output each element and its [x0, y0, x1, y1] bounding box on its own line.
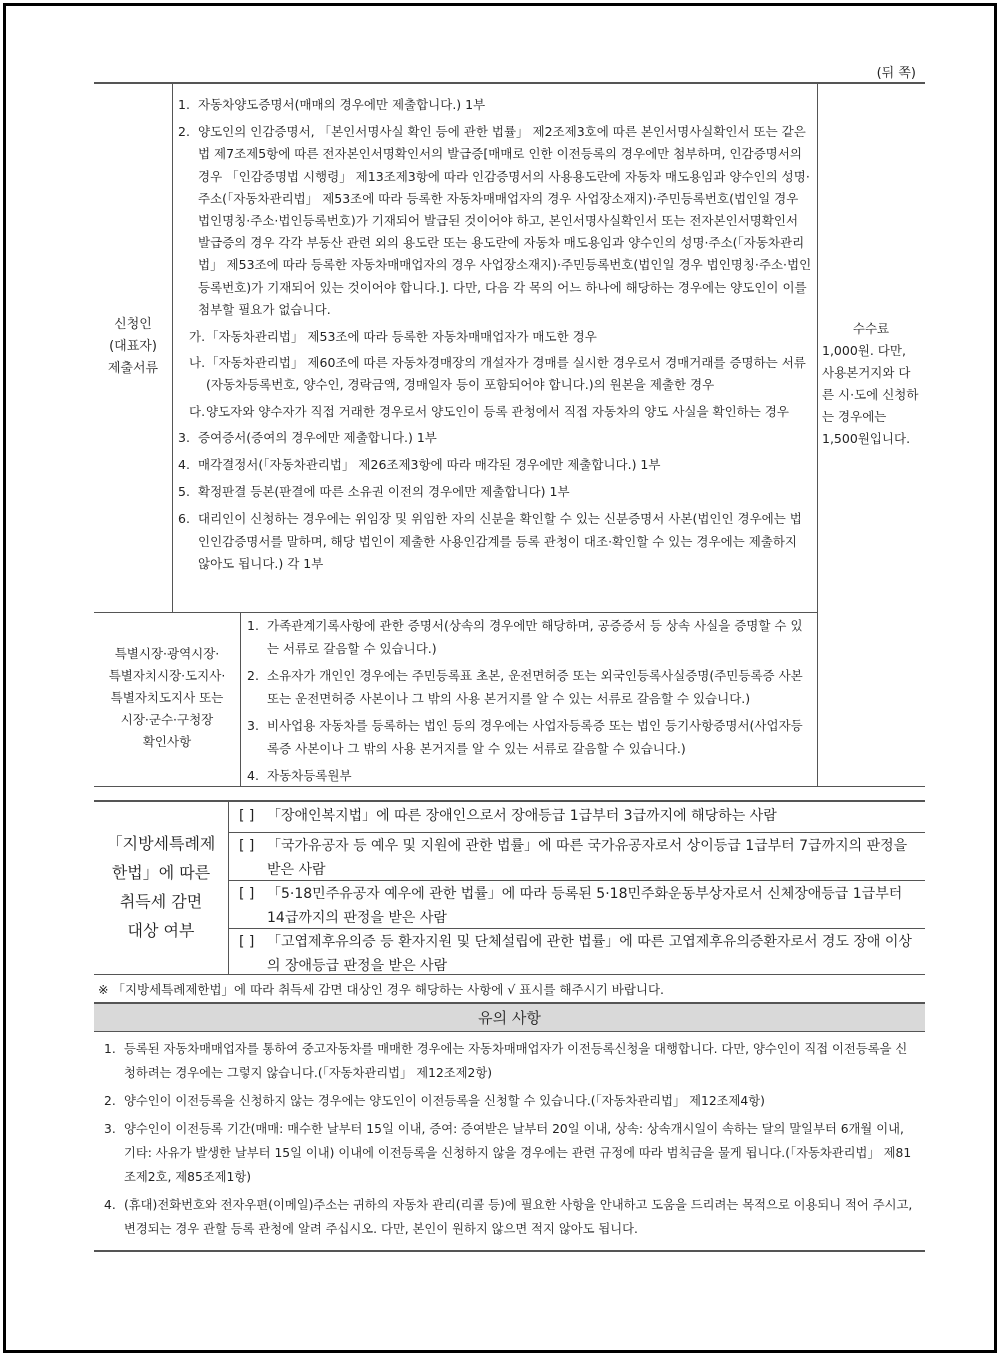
item-number: 3. — [178, 429, 190, 445]
item-number: 2. — [104, 1094, 116, 1108]
item-text: 가족관계기록사항에 관한 증명서(상속의 경우에만 해당하며, 공증증서 등 상속 사실을 증명할 수 있는 서류로 갈음할 수 있습니다.) — [267, 618, 803, 656]
fee-cell — [822, 318, 920, 450]
item-number: 4. — [104, 1198, 116, 1212]
item-text: (휴대)전화번호와 전자우편(이메일)주소는 귀하의 자동차 관리(리콜 등)에 필요한 사항을 안내하고 도움을 드리려는 목적으로 이용되니 적어 주시고, 변경되는 경우 관할 등록 관청에 알려 주십시오. 다만, 본인이 원하지 않으면 적지 않아도 됩니다. — [124, 1198, 913, 1236]
applicant-label-line: 신청인 — [114, 317, 152, 332]
applicant-label-line: (대표자) — [109, 339, 157, 354]
tax-note: ※ 「지방세특례제한법」에 따라 취득세 감면 대상인 경우 해당하는 사항에 √ 표시를 해주시기 바랍니다. — [98, 982, 665, 997]
fee-text: 1,000원. 다만, 사용본거지와 다른 시·도에 신청하는 경우에는 1,500원입니다. — [822, 343, 919, 446]
tax-option-row[interactable] — [229, 882, 919, 930]
document-item — [172, 94, 812, 116]
item-text: 「자동차관리법」 제53조에 따라 등록한 자동차매매업자가 매도한 경우 — [206, 329, 597, 345]
item-text: 양수인이 이전등록을 신청하지 않는 경우에는 양도인이 이전등록을 신청할 수 있습니다.(「자동차관리법」 제12조제4항) — [124, 1094, 765, 1108]
tax-option-text: 「장애인복지법」에 따른 장애인으로서 장애등급 1급부터 3급까지에 해당하는 사람 — [267, 808, 777, 824]
item-number: 4. — [247, 768, 259, 783]
page-bottom-rule — [94, 1250, 925, 1252]
item-text: 대리인이 신청하는 경우에는 위임장 및 위임한 자의 신분을 확인할 수 있는 신분증명서 사본(법인인 경우에는 법인인감증명서를 말하며, 해당 법인이 제출한 사용인감계를 등록 관청이 대조·확인할 수 있는 경우에는 제출하지 않아도 됩니다.) 각 1부 — [198, 511, 802, 571]
document-item — [172, 427, 812, 449]
tax-label-line: 「지방세특례제 — [106, 834, 216, 853]
tax-option-row[interactable] — [229, 804, 919, 828]
item-text: 양수인이 이전등록 기간(매매: 매수한 날부터 15일 이내, 증여: 증여받은 날부터 20일 이내, 상속: 상속개시일이 속하는 달의 말일부터 6개월 이내, 기타: 사유가 발생한 날부터 15일 이내) 이내에 이전등록을 신청하지 않을 경우에는 관련 규정에 따라 범칙금을 물게 됩니다.(「자동차관리법」 제81조제2호, 제85조제1항) — [124, 1122, 912, 1184]
caution-title: 유의 사항 — [94, 1002, 925, 1032]
item-number: 4. — [178, 457, 190, 473]
item-text: 양도자와 양수자가 직접 거래한 경우로서 양도인이 등록 관청에서 직접 자동차의 양도 사실을 확인하는 경우 — [206, 403, 789, 419]
applicant-document-list — [172, 94, 812, 580]
item-text: 등록된 자동차매매업자를 통하여 중고자동차를 매매한 경우에는 자동차매매업자가 이전등록신청을 대행합니다. 다만, 양수인이 직접 이전등록을 신청하려는 경우에는 그렇지 않습니다.(「자동차관리법」 제12조제2항) — [124, 1042, 908, 1080]
item-text: 비사업용 자동차를 등록하는 법인 등의 경우에는 사업자등록증 또는 법인 등기사항증명서(사업자등록증 사본이나 그 밖의 사용 본거지를 알 수 있는 서류로 갈음할 수 있습니다.) — [267, 718, 803, 756]
applicant-label — [94, 314, 172, 380]
item-text: 소유자가 개인인 경우에는 주민등록표 초본, 운전면허증 또는 외국인등록사실증명(주민등록증 사본또는 운전면허증 사본이나 그 밖의 사용 본거지를 알 수 있는 서류로 갈음할 수 있습니다.) — [267, 668, 803, 706]
document-item — [172, 508, 812, 575]
item-text: 확정판결 등본(판결에 따른 소유권 이전의 경우에만 제출합니다) 1부 — [198, 484, 570, 500]
document-subitem — [172, 401, 812, 423]
item-number: 2. — [247, 668, 259, 683]
document-item — [172, 481, 812, 503]
tax-label-line: 한법」에 따른 — [111, 863, 211, 882]
item-number: 1. — [247, 618, 259, 633]
tax-option-text: 「5·18민주유공자 예우에 관한 법률」에 따라 등록된 5·18민주화운동부상자로서 신체장애등급 1급부터 14급까지의 판정을 받은 사람 — [267, 886, 903, 926]
official-confirmation-list — [241, 615, 812, 793]
checkbox[interactable]: [ ] — [239, 838, 255, 854]
table-top-border — [94, 82, 925, 84]
confirmation-item — [241, 615, 812, 660]
tax-option-text: 「국가유공자 등 예우 및 지원에 관한 법률」에 따른 국가유공자로서 상이등급 1급부터 7급까지의 판정을 받은 사람 — [267, 838, 908, 878]
item-text: 매각결정서(「자동차관리법」 제26조제3항에 따라 매각된 경우에만 제출합니다.) 1부 — [198, 457, 661, 473]
item-number: 1. — [178, 97, 190, 112]
item-number: 1. — [104, 1042, 116, 1056]
confirmation-item — [241, 765, 812, 788]
caution-item — [100, 1037, 918, 1085]
tax-label-line: 취득세 감면 — [119, 892, 203, 911]
caution-item — [100, 1117, 918, 1189]
tax-option-text: 「고엽제후유의증 등 환자지원 및 단체설립에 관한 법률」에 따른 고엽제후유의증환자로서 경도 장애 이상의 장애등급 판정을 받은 사람 — [267, 934, 912, 974]
applicant-label-line: 제출서류 — [107, 361, 159, 376]
checkbox[interactable]: [ ] — [239, 886, 255, 902]
item-number: 3. — [104, 1122, 116, 1136]
confirmation-item — [241, 715, 812, 760]
item-number: 6. — [178, 511, 190, 527]
confirmation-item — [241, 665, 812, 710]
tax-reduction-label — [94, 829, 228, 945]
fee-title: 수수료 — [852, 321, 890, 336]
official-label-line: 특별자치도지사 또는 — [110, 690, 224, 705]
caution-item — [100, 1089, 918, 1113]
caution-item — [100, 1193, 918, 1241]
item-number: 다. — [189, 403, 206, 419]
item-number: 5. — [178, 484, 190, 500]
document-subitem — [172, 326, 812, 348]
item-text: 증여증서(증여의 경우에만 제출합니다.) 1부 — [198, 429, 437, 445]
checkbox[interactable]: [ ] — [239, 934, 255, 950]
document-subitem — [172, 352, 812, 396]
item-number: 가. — [189, 329, 206, 345]
item-number: 나. — [189, 355, 206, 371]
item-text: 자동차양도증명서(매매의 경우에만 제출합니다.) 1부 — [198, 97, 486, 112]
official-label-line: 확인사항 — [142, 734, 192, 749]
fee-column-divider — [817, 84, 818, 786]
official-label-line: 시장·군수·구청장 — [120, 712, 214, 727]
tax-option-row[interactable] — [229, 834, 919, 882]
official-label — [94, 643, 240, 753]
item-text: 「자동차관리법」 제60조에 따른 자동차경매장의 개설자가 경매를 실시한 경우로서 경매거래를 증명하는 서류(자동차등록번호, 양수인, 경락금액, 경매일자 등이 포함되어야 합니다.)의 원본을 제출한 경우 — [206, 355, 806, 393]
tax-row-divider — [229, 832, 925, 833]
tax-table-top-border — [94, 800, 925, 802]
document-item — [172, 121, 812, 321]
page-side-label: (뒤 쪽) — [876, 66, 916, 81]
item-text: 양도인의 인감증명서, 「본인서명사실 확인 등에 관한 법률」 제2조제3호에 따른 본인서명사실확인서 또는 같은 법 제7조제5항에 따른 전자본인서명확인서의 발급증[매매로 인한 이전등록의 경우에만 첨부하며, 인감증명서의 경우 「인감증명법 시행령」 제13조제3항에 따라 인감증명서의 사용용도란에 자동차 매도용임과 양수인의 성명·주소(「자동차관리법」 제53조에 따라 등록한 자동차매매업자의 경우 사업장소재지)·주민등록번호(법인일 경우 법인명칭·주소·법인등록번호)가 기재되어 발급된 것이어야 하고, 본인서명사실확인서 또는 전자본인서명확인서 발급증의 경우 각각 부동산 관련 외의 용도란 또는 용도란에 자동차 매도용임과 양수인의 성명·주소(「자동차관리법」 제53조에 따라 등록한 자동차매매업자의 경우 사업장소재지)·주민등록번호(법인일 경우 법인명칭·주소·법인등록번호)가 기재되어 있는 것이어야 합니다.]. 다만, 다음 각 목의 어느 하나에 해당하는 경우에는 양도인이 이를 첨부할 필요가 없습니다. — [198, 124, 812, 317]
item-number: 2. — [178, 124, 190, 140]
document-item — [172, 454, 812, 476]
official-label-line: 특별자치시장·도지사· — [108, 668, 226, 683]
tax-label-line: 대상 여부 — [127, 921, 195, 940]
checkbox[interactable]: [ ] — [239, 808, 255, 824]
section-divider — [94, 612, 817, 613]
official-label-line: 특별시장·광역시장· — [114, 646, 220, 661]
item-text: 자동차등록원부 — [267, 768, 352, 783]
caution-list — [100, 1037, 918, 1245]
item-number: 3. — [247, 718, 259, 733]
tax-option-row[interactable] — [229, 930, 919, 978]
